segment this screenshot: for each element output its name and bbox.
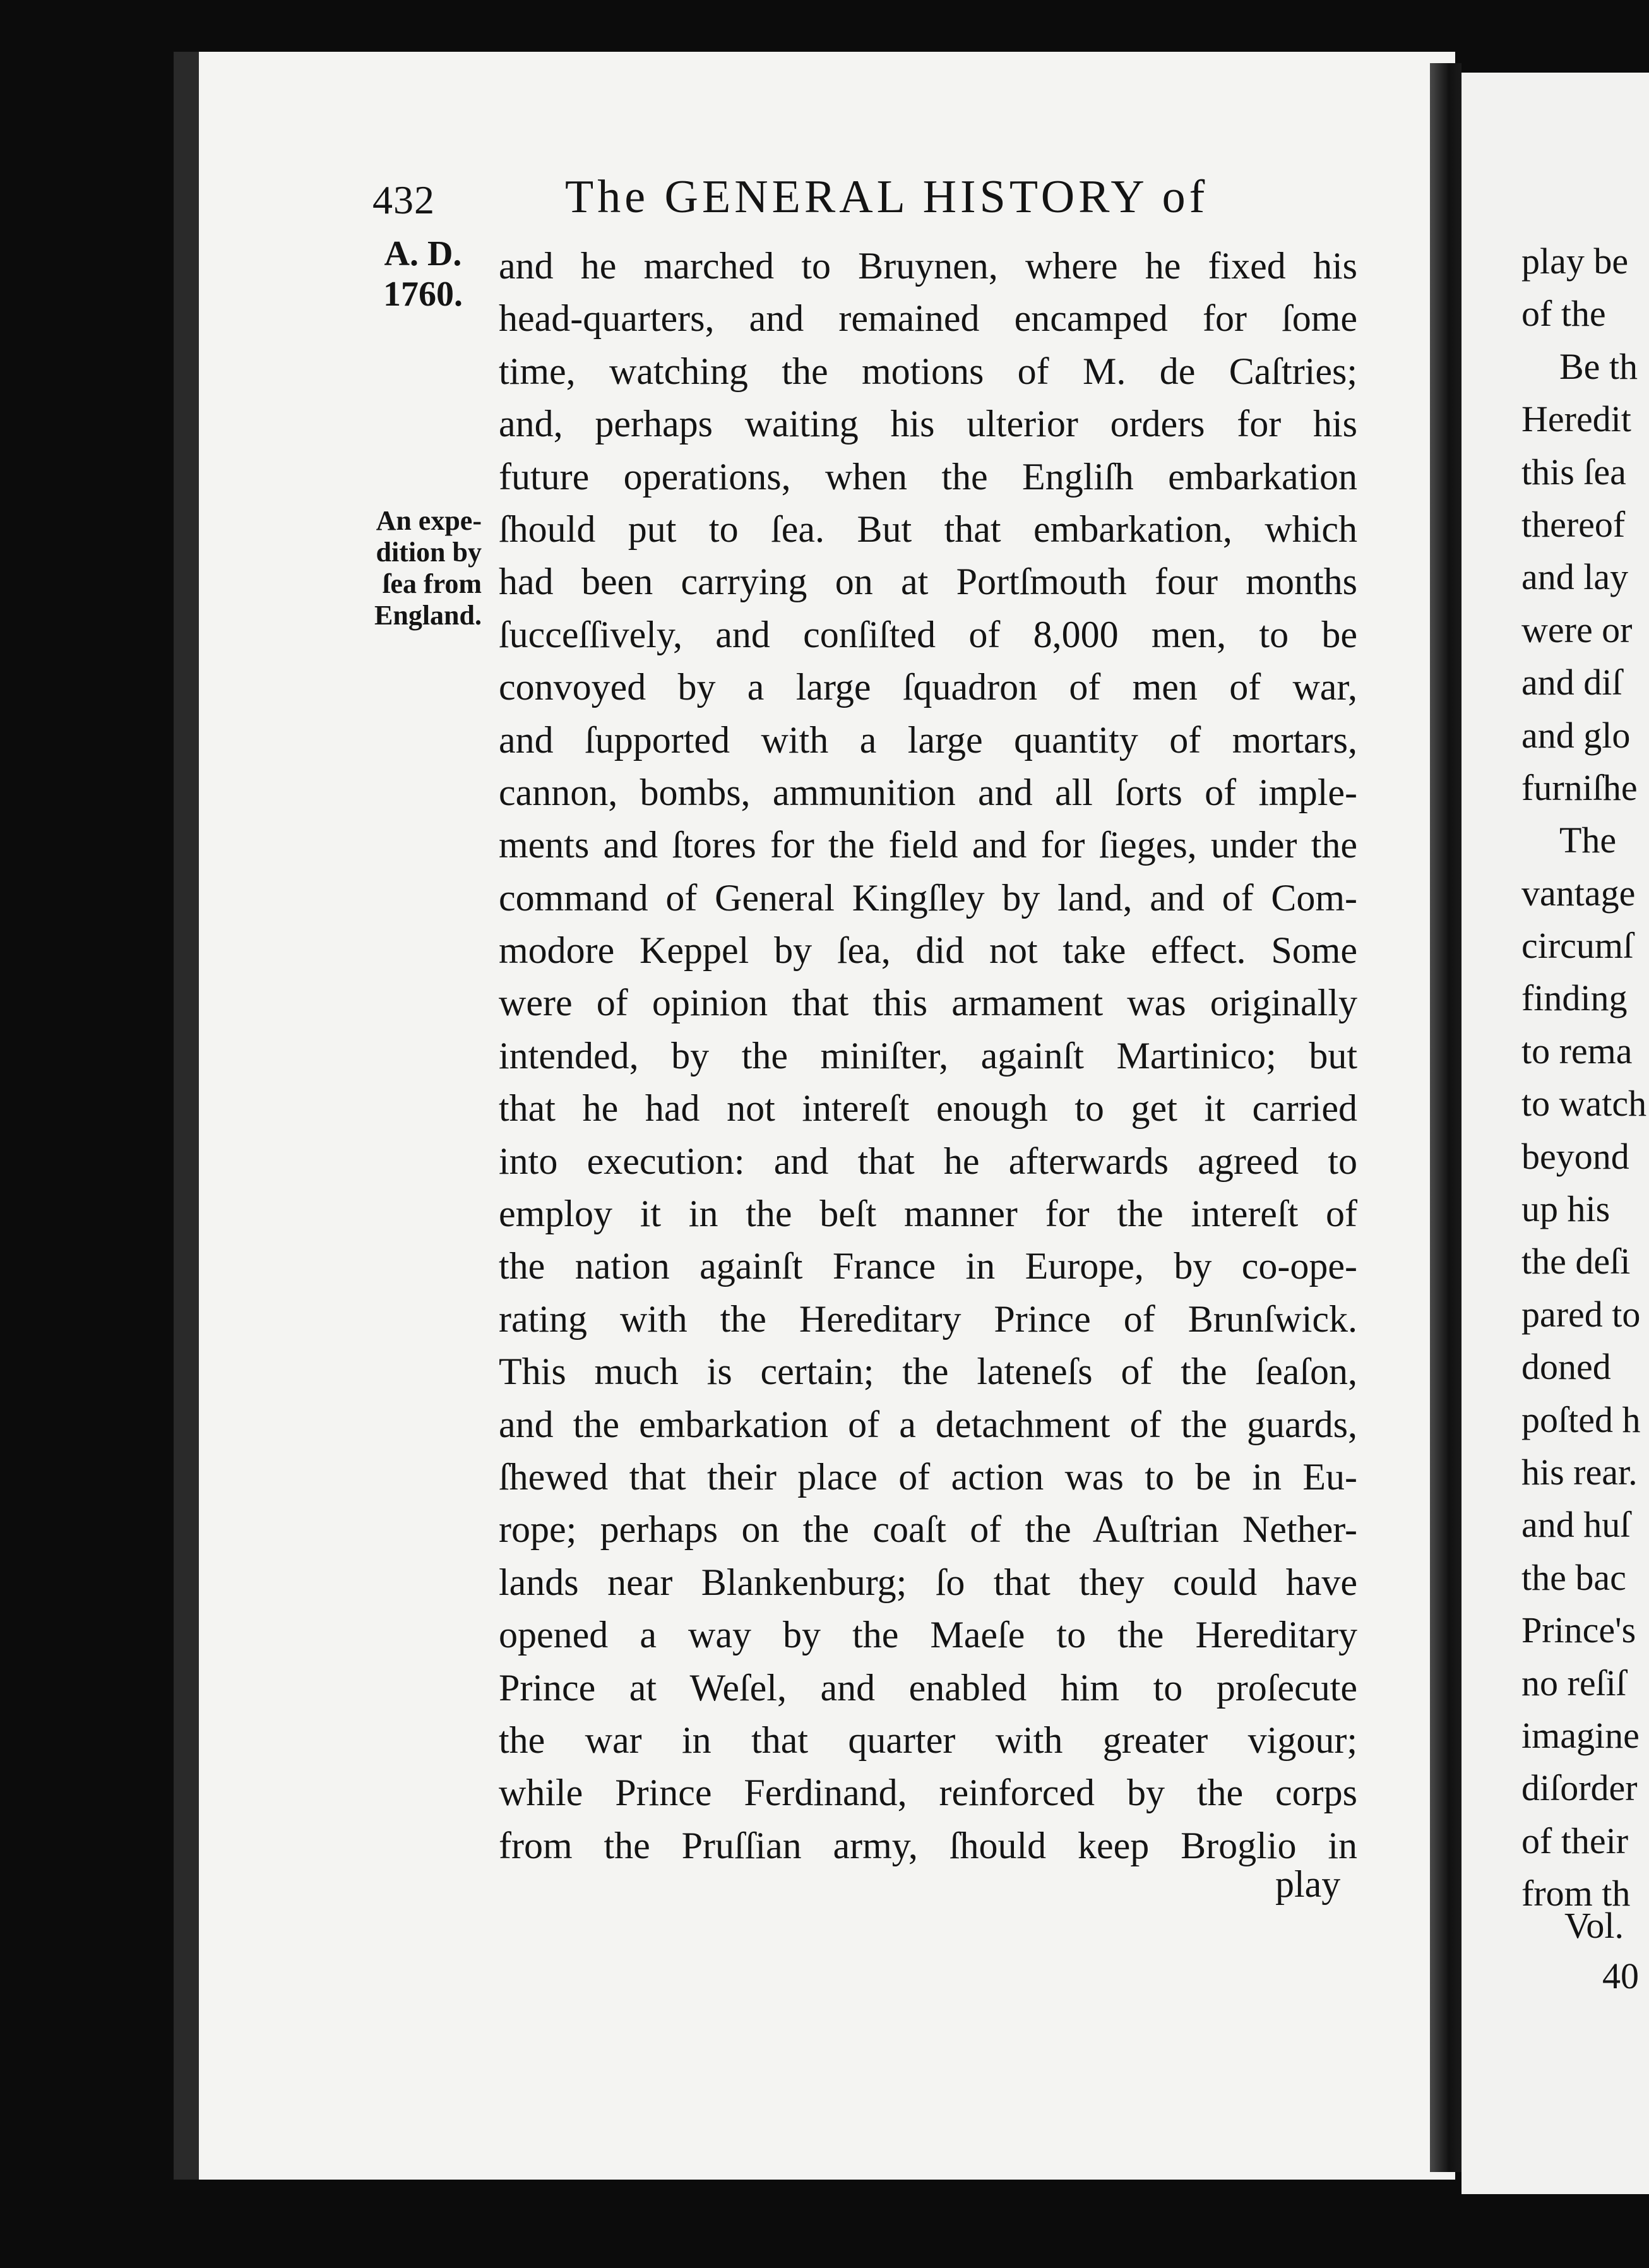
text-line: command of General Kingſley by land, and of Com- xyxy=(499,876,1357,919)
sidenote-line: ſea from xyxy=(383,568,482,599)
text-line: finding xyxy=(1521,977,1628,1019)
text-line: ments and ſtores for the field and for ſieges, under the xyxy=(499,824,1357,866)
text-line: rope; perhaps on the coaſt of the Auſtrian Nether- xyxy=(499,1508,1357,1551)
text-line: his rear. xyxy=(1521,1451,1638,1493)
text-line: had been carrying on at Portſmouth four months xyxy=(499,561,1357,603)
text-line: Be th xyxy=(1559,345,1638,387)
text-line: and lay xyxy=(1521,556,1629,598)
text-line: Heredit xyxy=(1521,398,1631,440)
text-line: beyond xyxy=(1521,1135,1629,1177)
text-line: the deſi xyxy=(1521,1241,1631,1282)
volume-label: Vol. xyxy=(1564,1905,1624,1946)
text-line: employ it in the beſt manner for the intereſt of xyxy=(499,1193,1357,1235)
right-page-footer xyxy=(1564,1901,1639,2002)
text-line: diſorder xyxy=(1521,1767,1638,1809)
text-line: were or xyxy=(1521,609,1633,650)
text-line: and huſ xyxy=(1521,1504,1631,1546)
margin-sidenote xyxy=(349,505,482,631)
text-line: lands near Blankenburg; ſo that they could have xyxy=(499,1561,1357,1603)
sidenote-line: An expe- xyxy=(376,505,482,536)
text-line: the bac xyxy=(1521,1556,1626,1598)
text-line: opened a way by the Maeſe to the Hereditary xyxy=(499,1614,1357,1656)
text-line: Prince at Weſel, and enabled him to proſecute xyxy=(499,1666,1357,1709)
text-line: rating with the Hereditary Prince of Brunſwick. xyxy=(499,1298,1357,1340)
text-line: and he marched to Bruynen, where he fixed his xyxy=(499,245,1357,287)
text-line: play be xyxy=(1521,241,1629,282)
sidenote-line: England. xyxy=(374,600,482,631)
text-line: of their xyxy=(1521,1820,1629,1861)
right-page-text xyxy=(1521,235,1649,1920)
text-line: Prince's xyxy=(1521,1609,1636,1651)
text-line: The xyxy=(1559,820,1617,861)
text-line: from th xyxy=(1521,1873,1631,1914)
text-line: up his xyxy=(1521,1188,1610,1230)
text-line: pared to xyxy=(1521,1293,1641,1335)
text-line: no reſiſ xyxy=(1521,1662,1626,1704)
text-line: and diſ xyxy=(1521,662,1622,703)
text-line: furniſhe xyxy=(1521,767,1638,808)
text-line: This much is certain; the lateneſs of the ſeaſon, xyxy=(499,1351,1357,1393)
sidenote-line: dition by xyxy=(376,537,482,568)
text-line: poſted h xyxy=(1521,1399,1641,1440)
text-line: imagine xyxy=(1521,1714,1640,1756)
text-line: that he had not intereſt enough to get it carried xyxy=(499,1087,1357,1130)
margin-date-era: A. D. xyxy=(384,234,462,273)
text-line: circumſ xyxy=(1521,925,1634,967)
text-line: the war in that quarter with greater vigour; xyxy=(499,1719,1357,1761)
text-line: to rema xyxy=(1521,1030,1633,1071)
text-line: head-quarters, and remained encamped for ſome xyxy=(499,297,1357,340)
text-line: thereof xyxy=(1521,503,1626,545)
text-line: and, perhaps waiting his ulterior orders for his xyxy=(499,403,1357,445)
text-line: and glo xyxy=(1521,714,1631,756)
text-line: while Prince Ferdinand, reinforced by the corps xyxy=(499,1772,1357,1814)
margin-date-year: 1760. xyxy=(383,275,463,314)
text-line: time, watching the motions of M. de Caſtries; xyxy=(499,350,1357,392)
text-line: of the xyxy=(1521,293,1606,335)
text-line: modore Keppel by ſea, did not take effect. Some xyxy=(499,929,1357,972)
text-line: vantage xyxy=(1521,872,1636,914)
page-header xyxy=(372,170,1294,240)
running-title: The GENERAL HISTORY of xyxy=(565,171,1209,223)
text-line: this ſea xyxy=(1521,451,1626,492)
text-line: convoyed by a large ſquadron of men of war, xyxy=(499,666,1357,708)
body-text xyxy=(499,240,1357,1872)
text-line: doned xyxy=(1521,1346,1611,1388)
text-line: cannon, bombs, ammunition and all ſorts of imple- xyxy=(499,771,1357,813)
margin-date xyxy=(372,234,473,314)
text-line: were of opinion that this armament was originally xyxy=(499,982,1357,1024)
page-number: 432 xyxy=(372,177,435,222)
text-line: ſhewed that their place of action was to be in Eu- xyxy=(499,1455,1357,1498)
text-line: intended, by the miniſter, againſt Martinico; but xyxy=(499,1034,1357,1077)
text-line: future operations, when the Engliſh embarkation xyxy=(499,455,1357,498)
text-line: from the Pruſſian army, ſhould keep Broglio in xyxy=(499,1824,1357,1866)
text-line: to watch xyxy=(1521,1083,1647,1125)
text-line: and ſupported with a large quantity of mortars, xyxy=(499,719,1357,761)
book-gutter xyxy=(1430,63,1461,2172)
text-line: ſucceſſively, and conſiſted of 8,000 men, to be xyxy=(499,613,1357,655)
text-line: into execution: and that he afterwards agreed to xyxy=(499,1140,1357,1182)
signature-mark: 40 xyxy=(1602,1955,1639,1996)
text-line: ſhould put to ſea. But that embarkation, which xyxy=(499,508,1357,550)
catchword: play xyxy=(1275,1863,1341,1905)
text-line: the nation againſt France in Europe, by co-ope- xyxy=(499,1245,1357,1287)
text-line: and the embarkation of a detachment of the guards, xyxy=(499,1403,1357,1445)
